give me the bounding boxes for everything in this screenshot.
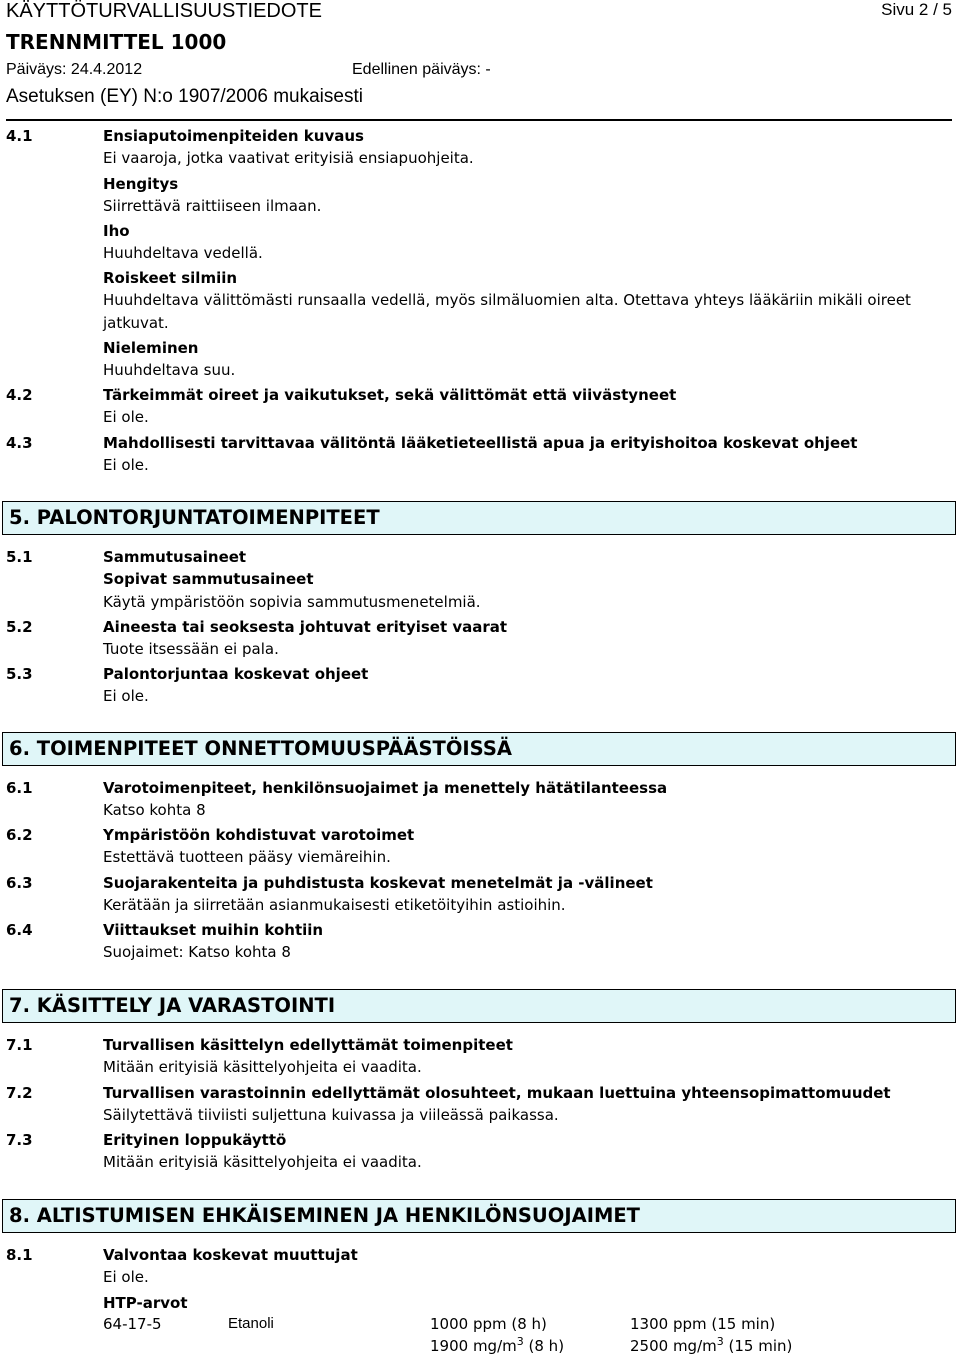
body-text: Mitään erityisiä käsittelyohjeita ei vaadita. <box>103 1153 422 1171</box>
subsection-heading: Valvontaa koskevat muuttujat <box>103 1246 358 1264</box>
subsection-heading: Turvallisen varastoinnin edellyttämät olosuhteet, mukaan luettuina yhteensopimattomuudet <box>103 1084 891 1102</box>
section-number: 7.1 <box>6 1036 33 1054</box>
body-text: Käytä ympäristöön sopivia sammutusmenetelmiä. <box>103 593 481 611</box>
body-text: Huuhdeltava vedellä. <box>103 244 263 262</box>
limit-8h-ppm: 1000 ppm (8 h) <box>430 1315 547 1333</box>
subsection-heading: Ympäristöön kohdistuvat varotoimet <box>103 826 415 844</box>
body-text: Säilytettävä tiiviisti suljettuna kuivassa ja viileässä paikassa. <box>103 1106 559 1124</box>
cas-number: 64-17-5 <box>103 1315 162 1333</box>
header-divider <box>6 119 952 121</box>
page-number: Sivu 2 / 5 <box>881 0 952 19</box>
subsection-heading: Tärkeimmät oireet ja vaikutukset, sekä välittömät että viivästyneet <box>103 386 677 404</box>
subsection-heading: Varotoimenpiteet, henkilönsuojaimet ja menettely hätätilanteessa <box>103 779 668 797</box>
section-title-bar: 6. TOIMENPITEET ONNETTOMUUSPÄÄSTÖISSÄ <box>2 732 956 766</box>
document-title: KÄYTTÖTURVALLISUUSTIEDOTE <box>6 0 322 22</box>
subsection-heading: Palontorjuntaa koskevat ohjeet <box>103 665 369 683</box>
section-number: 5.1 <box>6 548 33 566</box>
body-text: Ei ole. <box>103 1268 149 1286</box>
section-title-bar: 5. PALONTORJUNTATOIMENPITEET <box>2 501 956 535</box>
limit-15min-mg: 2500 $mg/m^3$ (15 min) <box>630 1335 793 1355</box>
subheading: Hengitys <box>103 175 179 193</box>
body-text: Ei ole. <box>103 408 149 426</box>
subsection-heading: Turvallisen käsittelyn edellyttämät toimenpiteet <box>103 1036 513 1054</box>
regulation-note: Asetuksen (EY) N:o 1907/2006 mukaisesti <box>6 86 363 107</box>
product-name: TRENNMITTEL 1000 <box>6 30 227 54</box>
section-number: 4.2 <box>6 386 33 404</box>
subheading: Sopivat sammutusaineet <box>103 570 314 588</box>
substance-name: Etanoli <box>228 1315 274 1332</box>
body-text: Ei ole. <box>103 687 149 705</box>
limit-8h-mg: 1900 $mg/m^3$ (8 h) <box>430 1335 565 1355</box>
body-text: Suojaimet: Katso kohta 8 <box>103 943 291 961</box>
section-number: 6.2 <box>6 826 33 844</box>
body-text: Siirrettävä raittiiseen ilmaan. <box>103 197 322 215</box>
body-text: Mitään erityisiä käsittelyohjeita ei vaadita. <box>103 1058 422 1076</box>
body-text: Estettävä tuotteen pääsy viemäreihin. <box>103 848 391 866</box>
section-number: 4.1 <box>6 127 33 145</box>
subsection-heading: Mahdollisesti tarvittavaa välitöntä lääketieteellistä apua ja erityishoitoa koskevat ohjeet <box>103 434 858 452</box>
section-title-bar: 8. ALTISTUMISEN EHKÄISEMINEN JA HENKILÖNSUOJAIMET <box>2 1199 956 1233</box>
body-text: Kerätään ja siirretään asianmukaisesti etiketöityihin astioihin. <box>103 896 566 914</box>
body-text: Huuhdeltava suu. <box>103 361 236 379</box>
body-text: Huuhdeltava välittömästi runsaalla vedellä, myös silmäluomien alta. Otettava yhteys lääkäriin mikäli oireet <box>103 291 911 309</box>
body-text: Ei vaaroja, jotka vaativat erityisiä ensiapuohjeita. <box>103 149 474 167</box>
section-number: 6.4 <box>6 921 33 939</box>
subsection-heading: Sammutusaineet <box>103 548 247 566</box>
subheading: Roiskeet silmiin <box>103 269 238 287</box>
section-number: 4.3 <box>6 434 33 452</box>
subheading: Iho <box>103 222 130 240</box>
previous-date: Edellinen päiväys: - <box>352 61 491 78</box>
body-text: Tuote itsessään ei pala. <box>103 640 279 658</box>
subsection-heading: Viittaukset muihin kohtiin <box>103 921 324 939</box>
body-text: Katso kohta 8 <box>103 801 206 819</box>
section-number: 5.2 <box>6 618 33 636</box>
section-number: 5.3 <box>6 665 33 683</box>
subsection-heading: Ensiaputoimenpiteiden kuvaus <box>103 127 364 145</box>
section-number: 8.1 <box>6 1246 33 1264</box>
section-number: 7.3 <box>6 1131 33 1149</box>
issue-date: Päiväys: 24.4.2012 <box>6 61 143 78</box>
section-title-bar: 7. KÄSITTELY JA VARASTOINTI <box>2 989 956 1023</box>
subsection-heading: Suojarakenteita ja puhdistusta koskevat menetelmät ja -välineet <box>103 874 653 892</box>
subsection-heading: Aineesta tai seoksesta johtuvat erityiset vaarat <box>103 618 508 636</box>
body-text: Ei ole. <box>103 456 149 474</box>
section-number: 7.2 <box>6 1084 33 1102</box>
section-number: 6.3 <box>6 874 33 892</box>
body-text: jatkuvat. <box>103 314 169 332</box>
subheading: HTP-arvot <box>103 1294 188 1312</box>
subheading: Nieleminen <box>103 339 199 357</box>
limit-15min-ppm: 1300 ppm (15 min) <box>630 1315 776 1333</box>
subsection-heading: Erityinen loppukäyttö <box>103 1131 287 1149</box>
section-number: 6.1 <box>6 779 33 797</box>
